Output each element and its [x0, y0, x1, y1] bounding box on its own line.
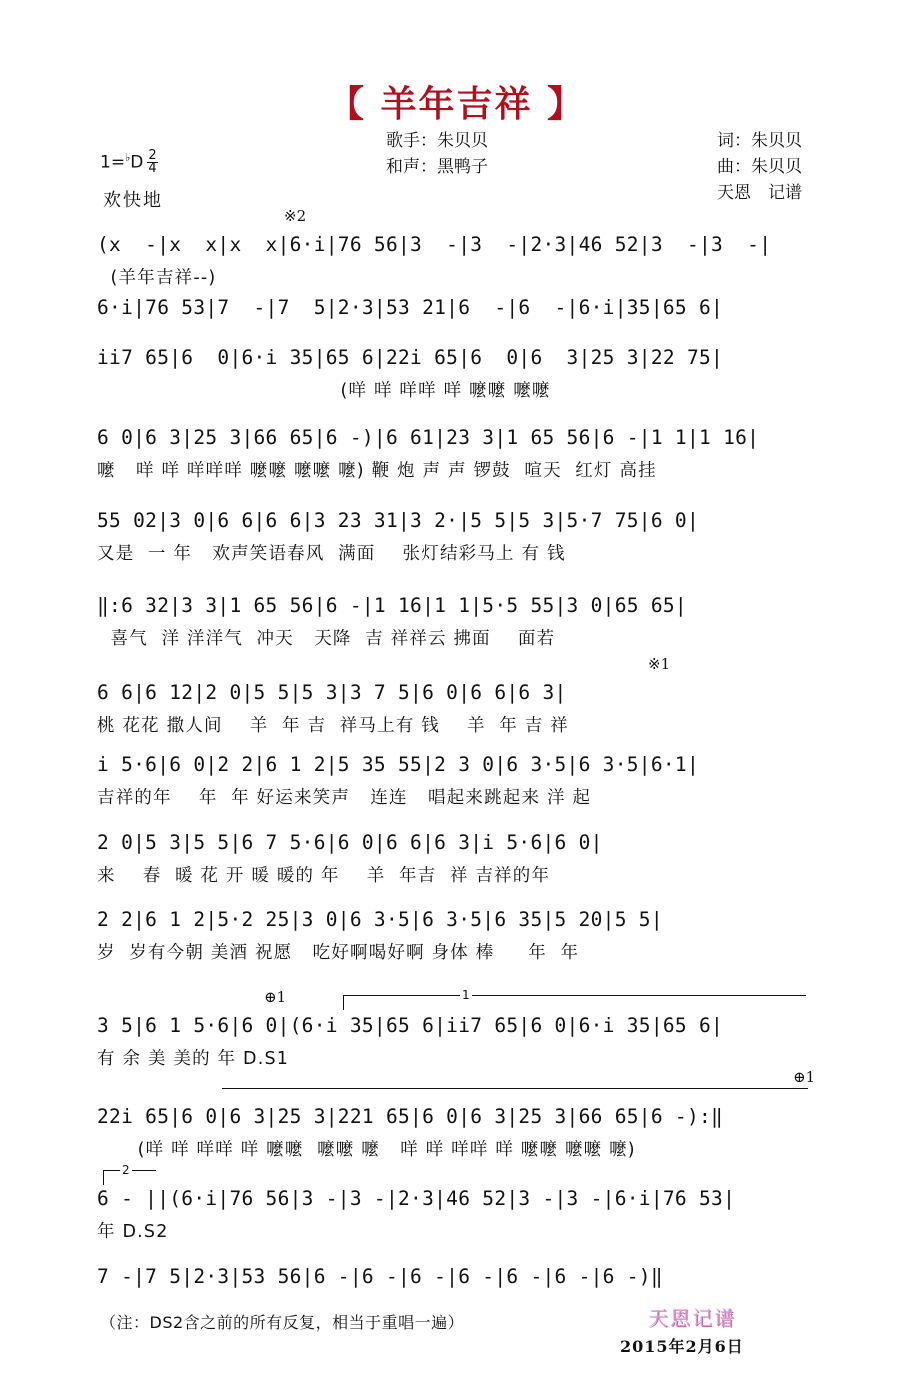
key-prefix: 1=	[100, 152, 126, 173]
time-numerator: 2	[148, 148, 157, 163]
notation-line: (x -|x x|x x|6·i|76 56|3 -|3 -|2·3|46 52|3 -|3 -|	[97, 233, 772, 256]
score-system	[97, 830, 817, 888]
volta-bracket-1-continued	[222, 1088, 808, 1103]
lyric-line: 来 春 暖 花 开 暖 暖的 年 羊 年吉 祥 吉祥的年	[97, 866, 551, 886]
notation-line: 2 0|5 3|5 5|6 7 5·6|6 0|6 6|6 3|i 5·6|6 0|	[97, 831, 603, 854]
transcription-date: 2015年2月6日	[620, 1337, 744, 1356]
notation-line: 6 6|6 12|2 0|5 5|5 3|3 7 5|6 0|6 6|6 3|	[97, 681, 567, 704]
score-system	[97, 593, 817, 651]
volta-bracket-1	[343, 995, 806, 1010]
lyric-line: 喜气 洋 洋洋气 冲天 天降 吉 祥祥云 拂面 面若	[97, 629, 556, 649]
score-system	[97, 1186, 817, 1244]
score-system	[97, 752, 817, 810]
score-system	[97, 1013, 817, 1071]
volta-number-1: 1	[462, 988, 470, 1002]
notation-line: 7 -|7 5|2·3|53 56|6 -|6 -|6 -|6 -|6 -|6 -|6 -)‖	[97, 1265, 663, 1288]
lyric-line: 吉祥的年 年 年 好运来笑声 连连 唱起来跳起来 洋 起	[97, 788, 592, 808]
notation-line: i 5·6|6 0|2 2|6 1 2|5 35 55|2 3 0|6 3·5|6 3·5|6·1|	[97, 753, 699, 776]
coda-mark-1: ⊕1	[264, 988, 287, 1006]
notation-line: 6 - ||(6·i|76 56|3 -|3 -|2·3|46 52|3 -|3 -|6·i|76 53|	[97, 1187, 736, 1210]
coda-mark-2: ⊕1	[793, 1068, 816, 1086]
notation-line: 3 5|6 1 5·6|6 0|(6·i 35|65 6|ii7 65|6 0|6·i 35|65 6|	[97, 1014, 724, 1037]
lyric-line: (咩 咩 咩咩 咩 嚒嚒 嚒嚒 嚒 咩 咩 咩咩 咩 嚒嚒 嚒嚒 嚒)	[97, 1140, 636, 1160]
transcriber-credit: 天恩 记谱	[717, 183, 802, 203]
score-system	[97, 680, 817, 738]
harmony-credit: 和声：黑鸭子	[386, 157, 488, 177]
score-system	[97, 295, 817, 321]
lyric-line: 有 余 美 美的 年 D.S1	[97, 1049, 290, 1069]
key-note: D	[130, 152, 144, 173]
notation-line: ii7 65|6 0|6·i 35|65 6|22i 65|6 0|6 3|25 3|22 75|	[97, 346, 724, 369]
notation-line: 6·i|76 53|7 -|7 5|2·3|53 21|6 -|6 -|6·i|35|65 6|	[97, 296, 724, 319]
lyric-line: (羊年吉祥--)	[97, 268, 217, 288]
key-signature	[100, 150, 158, 175]
segno-2-mark: ※2	[284, 207, 307, 225]
notation-line: ‖:6 32|3 3|1 65 56|6 -|1 16|1 1|5·5 55|3 0|65 65|	[97, 594, 687, 617]
score-system	[97, 425, 817, 483]
composer-credit: 曲：朱贝贝	[717, 157, 802, 177]
notation-line: 2 2|6 1 2|5·2 25|3 0|6 3·5|6 3·5|6 35|5 20|5 5|	[97, 908, 663, 931]
watermark-signature: 天恩记谱	[648, 1306, 736, 1330]
tempo-marking: 欢快地	[103, 190, 163, 211]
key-flat-symbol: ♭	[125, 150, 131, 164]
lyric-line: 嚒 咩 咩 咩咩咩 嚒嚒 嚒嚒 嚒) 鞭 炮 声 声 锣鼓 喧天 红灯 高挂	[97, 461, 657, 481]
footnote: （注：DS2含之前的所有反复，相当于重唱一遍）	[100, 1313, 465, 1332]
score-system	[97, 345, 817, 403]
lyric-line: 又是 一 年 欢声笑语春风 满面 张灯结彩马上 有 钱	[97, 544, 566, 564]
song-title: 【 羊年吉祥 】	[327, 84, 586, 125]
notation-line: 6 0|6 3|25 3|66 65|6 -)|6 61|23 3|1 65 56|6 -|1 1|1 16|	[97, 426, 760, 449]
notation-line: 22i 65|6 0|6 3|25 3|221 65|6 0|6 3|25 3|66 65|6 -):‖	[97, 1105, 724, 1128]
score-system	[97, 1264, 817, 1290]
volta-number-2: 2	[122, 1163, 130, 1177]
lyric-line: 岁 岁有今朝 美酒 祝愿 吃好啊喝好啊 身体 棒 年 年	[97, 943, 580, 963]
notation-line: 55 02|3 0|6 6|6 6|3 23 31|3 2·|5 5|5 3|5·7 75|6 0|	[97, 509, 699, 532]
score-system	[97, 232, 817, 290]
lyricist-credit: 词：朱贝贝	[717, 131, 802, 151]
singer-credit: 歌手：朱贝贝	[386, 131, 488, 151]
lyric-line: 桃 花花 撒人间 羊 年 吉 祥马上有 钱 羊 年 吉 祥	[97, 716, 569, 736]
score-system	[97, 907, 817, 965]
time-signature	[147, 150, 157, 175]
lyric-line: 年 D.S2	[97, 1222, 169, 1242]
lyric-line: (咩 咩 咩咩 咩 嚒嚒 嚒嚒	[97, 381, 551, 401]
score-system	[97, 1104, 817, 1162]
segno-1-mark: ※1	[648, 655, 671, 673]
time-denominator: 4	[148, 161, 157, 176]
score-system	[97, 508, 817, 566]
